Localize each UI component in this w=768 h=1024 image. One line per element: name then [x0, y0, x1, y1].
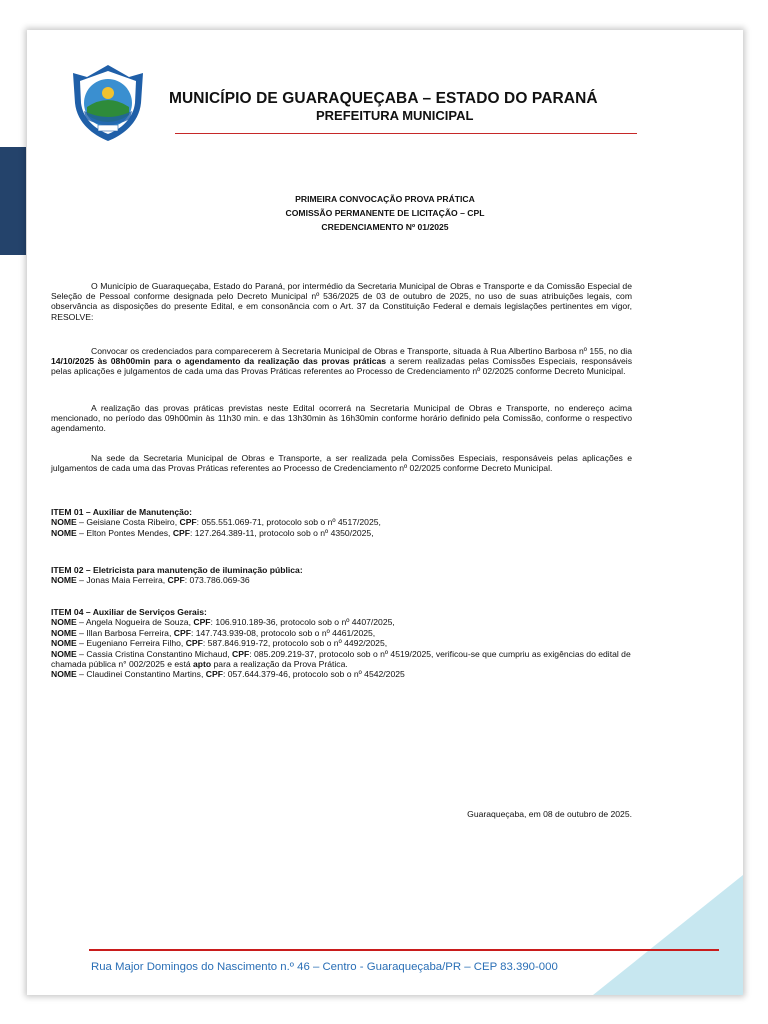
side-tab: [0, 147, 26, 255]
list-item: NOME – Claudinei Constantino Martins, CPF: 057.644.379-46, protocolo sob o nº 4542/2025: [51, 669, 405, 680]
item-heading: ITEM 01 – Auxiliar de Manutenção:: [51, 507, 193, 517]
title-line-2: COMISSÃO PERMANENTE DE LICITAÇÃO – CPL: [285, 208, 485, 218]
item-02-section: [51, 565, 661, 586]
list-item: NOME – Illan Barbosa Ferreira, CPF: 147.743.939-08, protocolo sob o nº 4461/2025,: [51, 627, 376, 638]
paragraph-location: Na sede da Secretaria Municipal de Obras e Transporte, a ser realizada pela Comissões Especiais, responsáveis pelas aplicações e julgamentos de cada uma das Provas Práticas referentes ao Processo de Credenciamento nº 02/2025 conforme Decreto Municipal.: [51, 453, 632, 474]
list-item: NOME – Angela Nogueira de Souza, CPF: 106.910.189-36, protocolo sob o nº 4407/2025,: [51, 617, 395, 628]
date-place-line: Guaraqueçaba, em 08 de outubro de 2025.: [467, 809, 632, 819]
paragraph-schedule: A realização das provas práticas previstas neste Edital ocorrerá na Secretaria Municipal de Obras e Transporte, no endereço acima mencionado, no período das 09h00min às 11h30 min. e das 13h30min às 16h30min conforme horário definido pela Comissão, conforme o respectivo agendamento.: [51, 403, 632, 434]
paragraph-intro: O Município de Guaraqueçaba, Estado do Paraná, por intermédio da Secretaria Municipal de Obras e Transporte e da Comissão Especial de Seleção de Pessoal conforme designada pelo Decreto Municipal nº 536/2025 de 03 de outubro de 2025, no uso de suas atribuições legais, com observância as disposições do presente Edital, e em consonância com o Art. 37 da Constituição Federal e demais legislações pertinentes em vigor, RESOLVE:: [51, 281, 632, 322]
header-subtitle: PREFEITURA MUNICIPAL: [316, 108, 474, 123]
convocation-text-start: Convocar os credenciados para comparecerem à Secretaria Municipal de Obras e Transporte, situada à Rua Albertino Barbosa nº 155, no dia: [91, 346, 632, 356]
header-divider: [175, 133, 637, 134]
item-heading: ITEM 02 – Eletricista para manutenção de iluminação pública:: [51, 565, 303, 575]
list-item: NOME – Cassia Cristina Constantino Michaud, CPF: 085.209.219-37, protocolo sob o nº 4519/2025, verificou-se que cumpriu as exigências do edital de chamada pública n° 002/2025 e está apto para a realização da Prova Prática.: [51, 648, 631, 670]
document-title: [27, 192, 743, 234]
item-04-section: [51, 607, 661, 680]
footer-address: Rua Major Domingos do Nascimento n.º 46 – Centro - Guaraqueçaba/PR – CEP 83.390-000: [91, 961, 558, 973]
footer-divider: [89, 949, 719, 951]
list-item: NOME – Jonas Maia Ferreira, CPF: 073.786.069-36: [51, 575, 250, 586]
municipal-coat-of-arms-icon: [65, 63, 151, 143]
convocation-date-highlight: 14/10/2025 às 08h00min para o agendamento da realização das provas práticas: [51, 356, 387, 367]
item-01-section: [51, 507, 661, 538]
list-item: NOME – Geisiane Costa Ribeiro, CPF: 055.551.069-71, protocolo sob o nº 4517/2025,: [51, 517, 381, 528]
convocation-text-end: a serem realizadas pelas Comissões Especiais, responsáveis pelas aplicações e julgamentos de cada uma das Provas Práticas referentes ao Processo de Credenciamento nº 02/2025 conforme Decreto Municipal.: [51, 356, 633, 377]
paragraph-convocation: [51, 346, 632, 377]
document-page: [27, 30, 743, 995]
title-line-1: PRIMEIRA CONVOCAÇÃO PROVA PRÁTICA: [295, 194, 475, 204]
list-item: NOME – Eugeniano Ferreira Filho, CPF: 587.846.919-72, protocolo sob o nº 4492/2025,: [51, 638, 388, 649]
list-item: NOME – Elton Pontes Mendes, CPF: 127.264.389-11, protocolo sob o nº 4350/2025,: [51, 527, 374, 538]
title-line-3: CREDENCIAMENTO Nº 01/2025: [321, 222, 449, 232]
header-title: MUNICÍPIO DE GUARAQUEÇABA – ESTADO DO PARANÁ: [169, 90, 598, 107]
item-heading: ITEM 04 – Auxiliar de Serviços Gerais:: [51, 607, 207, 617]
decorative-corner-triangle: [593, 875, 743, 995]
